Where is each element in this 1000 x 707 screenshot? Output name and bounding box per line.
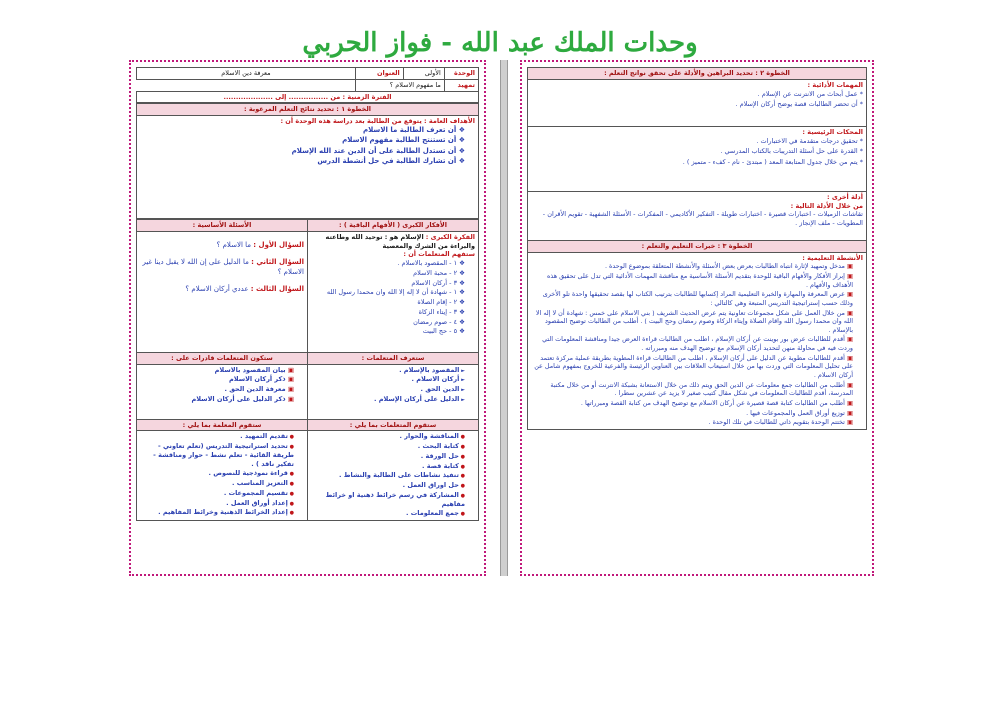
title-label: العنوان <box>355 68 403 80</box>
list-item: ▣ بيان المقصود بالاسلام <box>140 366 294 375</box>
list-item: ► الدليل على أركان الإسلام . <box>311 395 465 404</box>
list-item: ❖ ٢ - إقام الصلاة <box>311 298 465 307</box>
step1-header: الخطوة ١ : تحديد نتائج التعلم المرغوبة : <box>137 104 479 116</box>
list-item: ▣ أقدم للطالبات مطوية عن الدليل على أركان الإسلام ، اطلب من الطالبات قراءة المطوية بطريقة عملية مركزة تعتمد على تحليل المعلومات التي وردت بها من خلال استيعاب العلاقات بين العناوين الرئيسة والفرعية للخروج بمفهوم شامل عن أركان الاسلام . <box>531 354 853 380</box>
list-item: ❖ أن تعرف الطالبة ما الاسلام <box>140 126 465 135</box>
teacher-header: ستقوم المعلمة بما يلي : <box>137 419 308 431</box>
essential-questions-header: الأسئلة الأساسية : <box>137 220 308 232</box>
key-criteria-item: * القدرة على حل أسئلة التدريبات بالكتاب المدرسي . <box>720 147 863 156</box>
unit-value: الأولى <box>403 68 444 80</box>
list-item: ► أركان الاسلام . <box>311 375 465 384</box>
list-item: ► المقصود بالإسلام . <box>311 366 465 375</box>
left-sheet <box>129 60 486 576</box>
big-idea-label: الفكرة الكبرى : <box>425 232 475 241</box>
list-item: ● إعداد أوراق العمل . <box>140 499 294 508</box>
list-item: ▣ تختتم الوحدة بتقويم ذاتي للطالبات في تلك الوحدة . <box>531 418 853 427</box>
list-item: ▣ أطلب من الطالبات كتابة قصة قصيرة عن أركان الاسلام مع توضيح الهدف من كتابة القصة ومبرراتها . <box>531 399 853 408</box>
performance-label: المهمات الأدائية : <box>807 80 863 89</box>
general-goals-label: الأهداف العامة : يتوقع من الطالبة بعد دراسة هذه الوحدة أن : <box>280 117 475 126</box>
list-item: ● قراءة نموذجية للنصوص . <box>140 469 294 478</box>
title-value: معرفة دين الاسلام <box>137 68 356 80</box>
list-item: ❖ أن تستنتج الطالبة مفهوم الاسلام <box>140 136 465 145</box>
unit-label: الوحدة <box>444 68 478 80</box>
list-item: ● المشاركة في رسم خرائط ذهنية او خرائط مفاهيم <box>311 491 465 509</box>
list-item: ❖ ٥ - حج البيت <box>311 327 465 336</box>
intro-label: تمهيد <box>444 79 478 91</box>
list-item: ❖ أن تشارك الطالبة في حل أنشطة الدرس <box>140 157 465 166</box>
list-item: ● جمع المعلومات . <box>311 509 465 518</box>
evidence-table <box>527 67 867 430</box>
able-header: ستكون المتعلمات قادرات على : <box>137 352 308 364</box>
list-item: ▣ مدخل وتمهيد لإثارة انتباه الطالبات بعرض بعض الأسئلة والأنشطة المتعلقة بموضوع الوحدة . <box>531 262 853 271</box>
list-item: ● التعزيز المناسب . <box>140 479 294 488</box>
list-item: ● المناقشة والحوار . <box>311 432 465 441</box>
list-item: ❖ ١ - المقصود بالاسلام . <box>311 259 465 268</box>
list-item: ❖ ٢ - محبة الاسلام <box>311 269 465 278</box>
understandings-label: ستفهم المتعلمات أن : <box>403 250 475 259</box>
list-item: ● حل الورقة . <box>311 452 465 461</box>
list-item: ❖ أن تستدل الطالبة على أن الدين عند الله الإسلام <box>140 147 465 156</box>
list-item: ● كتابة قصة . <box>311 462 465 471</box>
list-item: ● كتابة البحث . <box>311 442 465 451</box>
list-item: ▣ عرض المعرفة والمهارة والخبرة التعليمية المراد إكسابها للطالبات بترتيب الكتاب لها بقصد تحقيقها واحدة تلو الأخرى وذلك حسب إستراتيجية التدريس المتبعة وهي كالتالي : <box>531 290 853 307</box>
general-goals-list <box>140 126 475 167</box>
list-item: ▣ توزيع أوراق العمل والمجموعات فيها . <box>531 409 853 418</box>
list-item: ● تحديد استراتيجية التدريس (تعلم تعاوني - طريقة القائية - تعلم نشط - حوار ومناقشة - تفكير ناقد ) . <box>140 442 294 468</box>
understandings-list <box>311 259 475 336</box>
list-item: ▣ إبراز الأفكار والأفهام الباقية للوحدة بتقديم الأسئلة الأساسية مع مناقشة المهمات الأدائية التي تدل على تحقيق هذه الأهداف والأفهام . <box>531 272 853 289</box>
list-item: ▣ من خلال العمل على شكل مجموعات تعاونية يتم عرض الحديث الشريف ( بني الاسلام على خمس : شهادة أن لا إله الا الله وان محمدا رسول الله واقام الصلاة وإيتاء الزكاة وصوم رمضان وحج البيت ) . أطلب من الطالبات توضيح المقصود بالإسلام . <box>531 309 853 335</box>
key-criteria-label: المحكات الرئيسية : <box>802 127 863 136</box>
right-sheet <box>520 60 874 576</box>
page-divider <box>500 60 508 576</box>
step3-header: الخطوة ٣ : خبرات التعليم والتعلم : <box>528 240 867 252</box>
teacher-list <box>140 432 304 517</box>
know-header: ستعرف المتعلمات : <box>308 352 479 364</box>
activities-list <box>531 262 863 427</box>
question-2: السؤال الثاني : ما الدليل على إن الله لا يقبل دينا غير الاسلام ؟ <box>142 258 304 276</box>
list-item: ▣ ذكر أركان الاسلام <box>140 375 294 384</box>
performance-item: * عمل أبحاث من الانترنت عن الإسلام . <box>757 89 863 98</box>
period: الفترة الزمنية : من ................ إلى .................... <box>137 91 479 103</box>
list-item: ● تقسيم المجموعات . <box>140 489 294 498</box>
list-item: ❖ ٤ - صوم رمضان <box>311 318 465 327</box>
other-evidence-text: تقاشات الزميلات - اختبارات قصيرة - اختبارات طويلة - التفكير الأكاديمي - المفكرات - الأسئلة الشفهية - تقويم الأقران - المطويات - ملف الإنجاز . <box>542 210 863 228</box>
unit-plan-table <box>136 67 479 103</box>
performance-item: * أن تحضر الطالبات قصة يوضح أركان الإسلام . <box>735 100 863 109</box>
other-evidence-sub: من خلال الأدلة التالية : <box>790 201 863 210</box>
know-list <box>311 366 475 404</box>
question-3: السؤال الثالث : عددي أركان الاسلام ؟ <box>185 285 304 294</box>
list-item: ❖ ١ - شهادة أن لا إله إلا الله وان محمدا رسول الله <box>311 288 465 297</box>
other-evidence-label: أدلة أخرى : <box>827 192 863 201</box>
question-1: السؤال الأول : ما الاسلام ؟ <box>216 240 304 249</box>
list-item: ► الدين الحق . <box>311 385 465 394</box>
able-list <box>140 366 304 404</box>
list-item: ▣ معرفة الدين الحق . <box>140 385 294 394</box>
key-criteria-item: * يتم من خلال جدول المتابعة المعد ( مبتدئ - نام - كفء - متميز ) . <box>682 158 863 167</box>
list-item: ▣ أقدم للطالبات عرض بور بوينت عن أركان الإسلام ، اطلب من الطالبات قراءة العرض جيدا ومناقشة المعلومات التي وردت فيه في محاولة منهن لتحديد أركان الإسلام مع توضيح الهدف منه ومبرراته . <box>531 335 853 352</box>
learner-list <box>311 432 475 518</box>
list-item: ● تنفيذ نشاطات على الطالبة والنشاط . <box>311 471 465 480</box>
list-item: ● إعداد الخرائط الذهنية وخرائط المفاهيم . <box>140 508 294 517</box>
list-item: ▣ ذكر الدليل على أركان الاسلام <box>140 395 294 404</box>
intro-value: ما مفهوم الاسلام ؟ <box>355 79 444 91</box>
big-ideas-header: الأفكار الكبرى ( الأفهام الباقية ) : <box>308 220 479 232</box>
list-item: ❖ ٣ - إيتاء الزكاة <box>311 308 465 317</box>
big-idea-text: الإسلام هو : توحيد الله وطاعته والبراءة من الشرك والمعصية <box>325 232 475 250</box>
list-item: ● حل اوراق العمل . <box>311 481 465 490</box>
step2-header: الخطوة ٢ : تحديد البراهين والأدلة على تحقق نواتج التعلم : <box>528 68 867 80</box>
list-item: ▣ أطلب من الطالبات جمع معلومات عن الدين الحق ويتم ذلك من خلال الاستعانة بشبكة الانترنت أو من خلال مكتبة المدرسة، أقدم للطالبات المعلومات في شكل مقال كتيب صغير لا يزيد عن عشرين سطرا . <box>531 381 853 398</box>
page-title: وحدات الملك عبد الله - فواز الحربي <box>302 28 698 58</box>
list-item: ● تقديم التمهيد . <box>140 432 294 441</box>
learner-header: ستقوم المتعلمات بما يلي : <box>308 419 479 431</box>
key-criteria-item: * تحقيق درجات متقدمة في الاختبارات . <box>756 136 863 145</box>
list-item: ❖ ٣ - أركان الاسلام <box>311 279 465 288</box>
activities-label: الأنشطة التعليمية : <box>802 253 863 262</box>
